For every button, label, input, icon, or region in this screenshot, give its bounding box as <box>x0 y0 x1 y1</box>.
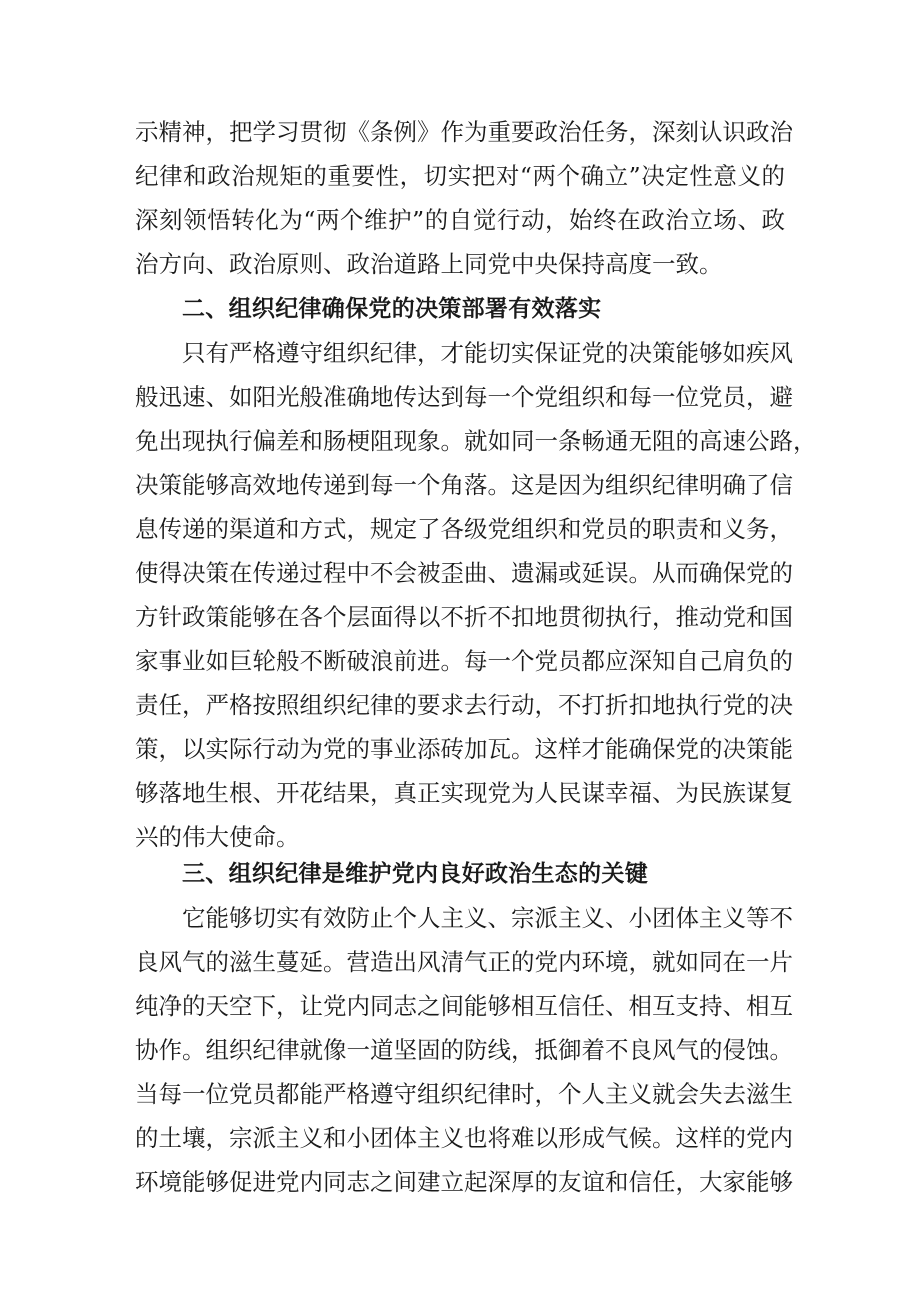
body-text-line: 深刻领悟转化为“两个维护”的自觉行动，始终在政治立场、政 <box>135 206 785 234</box>
body-text-line: 环境能够促进党内同志之间建立起深厚的友谊和信任，大家能够 <box>135 1168 793 1196</box>
section-heading-3: 三、组织纪律是维护党内良好政治生态的关键 <box>182 861 648 887</box>
body-text-line: 够落地生根、开花结果，真正实现党为人民谋幸福、为民族谋复 <box>135 779 793 807</box>
body-text-line: 的土壤，宗派主义和小团体主义也将难以形成气候。这样的党内 <box>135 1124 793 1152</box>
section-heading-2: 二、组织纪律确保党的决策部署有效落实 <box>182 296 602 322</box>
body-text-line: 当每一位党员都能严格遵守组织纪律时，个人主义就会失去滋生 <box>135 1080 793 1108</box>
body-text-line: 策，以实际行动为党的事业添砖加瓦。这样才能确保党的决策能 <box>135 735 793 763</box>
body-text-line: 息传递的渠道和方式，规定了各级党组织和党员的职责和义务， <box>135 515 793 543</box>
body-text-line: 纪律和政治规矩的重要性，切实把对“两个确立”决定性意义的 <box>135 162 785 190</box>
body-text-line: 纯净的天空下，让党内同志之间能够相互信任、相互支持、相互 <box>135 992 793 1020</box>
body-text-line: 它能够切实有效防止个人主义、宗派主义、小团体主义等不 <box>182 904 793 932</box>
body-text-line: 决策能够高效地传递到每一个角落。这是因为组织纪律明确了信 <box>135 471 793 499</box>
body-text-line: 责任，严格按照组织纪律的要求去行动，不打折扣地执行党的决 <box>135 691 793 719</box>
body-text-line: 方针政策能够在各个层面得以不折不扣地贯彻执行，推动党和国 <box>135 603 793 631</box>
body-text-line: 免出现执行偏差和肠梗阻现象。就如同一条畅通无阻的高速公路， <box>135 427 817 455</box>
body-text-line: 良风气的滋生蔓延。营造出风清气正的党内环境，就如同在一片 <box>135 948 793 976</box>
body-text-line: 般迅速、如阳光般准确地传达到每一个党组织和每一位党员，避 <box>135 383 793 411</box>
body-text-line: 治方向、政治原则、政治道路上同党中央保持高度一致。 <box>135 250 723 278</box>
body-text-line: 只有严格遵守组织纪律，才能切实保证党的决策能够如疾风 <box>182 339 793 367</box>
body-text-line: 兴的伟大使命。 <box>135 823 300 851</box>
body-text-line: 协作。组织纪律就像一道坚固的防线，抵御着不良风气的侵蚀。 <box>135 1036 793 1064</box>
body-text-line: 使得决策在传递过程中不会被歪曲、遗漏或延误。从而确保党的 <box>135 559 793 587</box>
body-text-line: 示精神，把学习贯彻《条例》作为重要政治任务，深刻认识政治 <box>135 118 793 146</box>
body-text-line: 家事业如巨轮般不断破浪前进。每一个党员都应深知自己肩负的 <box>135 647 793 675</box>
